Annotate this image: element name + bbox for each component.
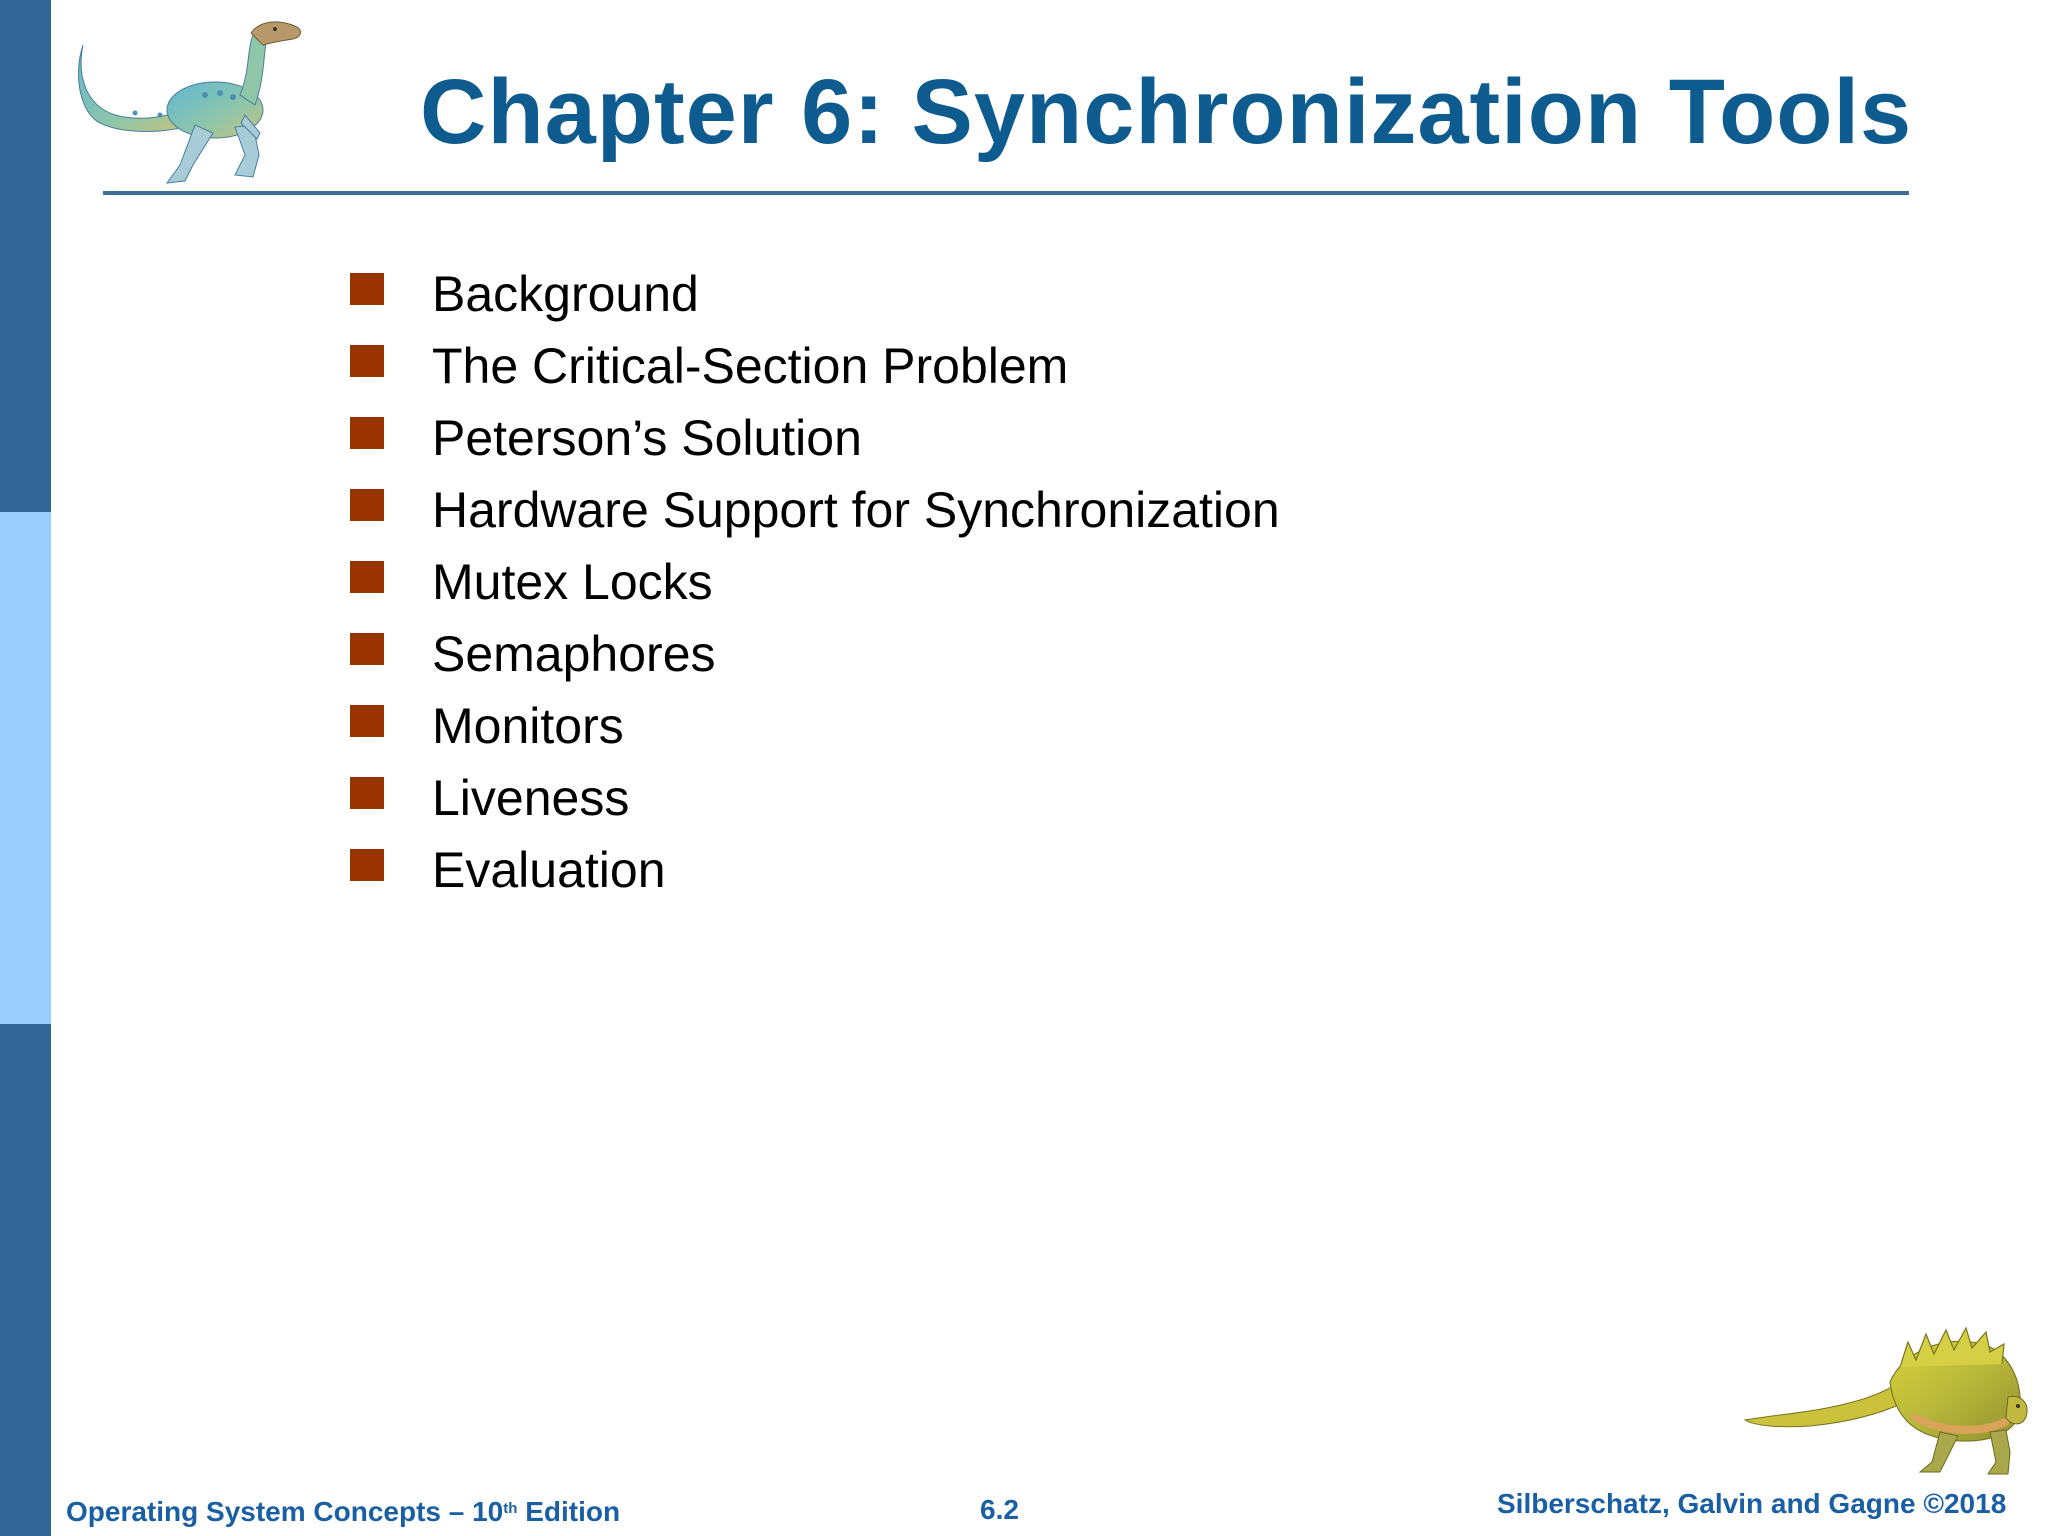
dinosaur-standing-icon [75, 15, 315, 190]
square-bullet-icon [350, 561, 384, 593]
dinosaur-spiked-icon [1740, 1322, 2030, 1482]
bullet-item: Peterson’s Solution [350, 402, 1280, 474]
square-bullet-icon [350, 273, 384, 305]
bullet-item: Hardware Support for Synchronization [350, 474, 1280, 546]
square-bullet-icon [350, 345, 384, 377]
left-sidebar-band [0, 0, 51, 1536]
square-bullet-icon [350, 849, 384, 881]
footer-book-title: Operating System Concepts – 10th Edition [66, 1496, 621, 1527]
slide-title: Chapter 6: Synchronization Tools [420, 61, 1913, 163]
square-bullet-icon [350, 777, 384, 809]
square-bullet-icon [350, 489, 384, 521]
sidebar-segment-middle [0, 512, 51, 1024]
bullet-item: Background [350, 258, 1280, 330]
bullet-item: Liveness [350, 762, 1280, 834]
square-bullet-icon [350, 705, 384, 737]
bullet-item: Monitors [350, 690, 1280, 762]
bullet-item: Semaphores [350, 618, 1280, 690]
footer-page-number: 6.2 [980, 1494, 1019, 1525]
sidebar-segment-bottom [0, 1024, 51, 1536]
footer-copyright: Silberschatz, Galvin and Gagne ©2018 [1497, 1488, 2007, 1519]
square-bullet-icon [350, 417, 384, 449]
bullet-item: The Critical-Section Problem [350, 330, 1280, 402]
bullet-item: Mutex Locks [350, 546, 1280, 618]
square-bullet-icon [350, 633, 384, 665]
sidebar-segment-top [0, 0, 51, 512]
bullet-item: Evaluation [350, 834, 1280, 906]
bullet-list [350, 258, 1280, 906]
title-divider [103, 191, 1909, 195]
